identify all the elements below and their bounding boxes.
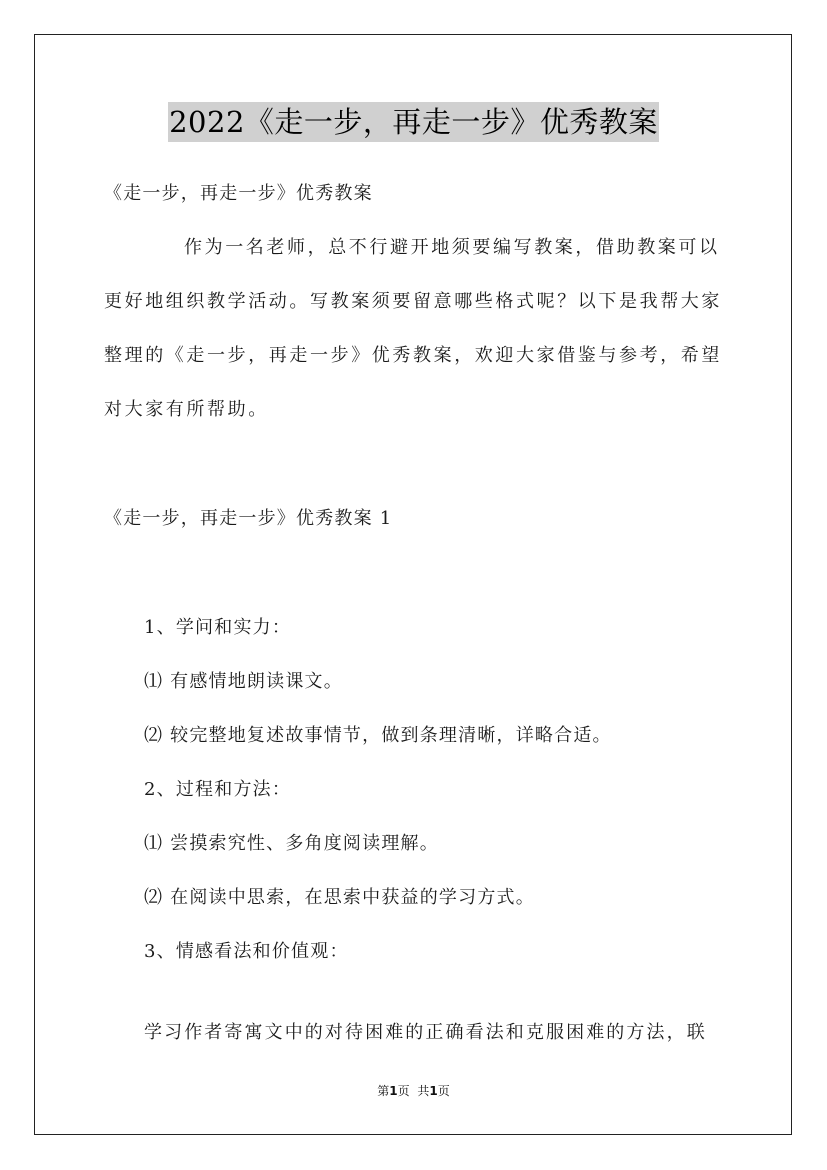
footer-page-suffix: 页 — [397, 1084, 410, 1098]
footer-total-pages: 1 — [429, 1084, 438, 1098]
objective-2-item-1: ⑴ 尝摸索究性、多角度阅读理解。 — [144, 833, 439, 854]
document-title: 2022《走一步，再走一步》优秀教案 — [168, 102, 659, 142]
document-subtitle: 《走一步，再走一步》优秀教案 — [104, 183, 373, 204]
intro-line-2: 更好地组织教学活动。写教案须要留意哪些格式呢？以下是我帮大家 — [104, 291, 722, 312]
footer-total-suffix: 页 — [437, 1084, 450, 1098]
intro-line-1: 作为一名老师，总不行避开地须要编写教案，借助教案可以 — [184, 237, 720, 258]
objective-3-heading: 3、情感看法和价值观： — [144, 941, 349, 962]
section-heading: 《走一步，再走一步》优秀教案 1 — [104, 508, 393, 529]
footer-current-page: 1 — [389, 1084, 398, 1098]
intro-line-3: 整理的《走一步，再走一步》优秀教案，欢迎大家借鉴与参考，希望 — [104, 345, 722, 366]
objective-1-item-2: ⑵ 较完整地复述故事情节，做到条理清晰，详略合适。 — [144, 725, 612, 746]
objective-1-item-1: ⑴ 有感情地朗读课文。 — [144, 671, 343, 692]
objective-2-item-2: ⑵ 在阅读中思索，在思索中获益的学习方式。 — [144, 887, 535, 908]
intro-line-4: 对大家有所帮助。 — [104, 399, 269, 420]
footer-page-prefix: 第 — [377, 1084, 390, 1098]
footer-total-prefix: 共 — [417, 1084, 430, 1098]
objective-2-heading: 2、过程和方法： — [144, 779, 292, 800]
objective-1-heading: 1、学问和实力： — [144, 617, 292, 638]
objective-3-text-line-1: 学习作者寄寓文中的对待困难的正确看法和克服困难的方法，联 — [144, 1022, 707, 1043]
page-footer — [0, 1083, 827, 1099]
title-container — [0, 102, 827, 142]
